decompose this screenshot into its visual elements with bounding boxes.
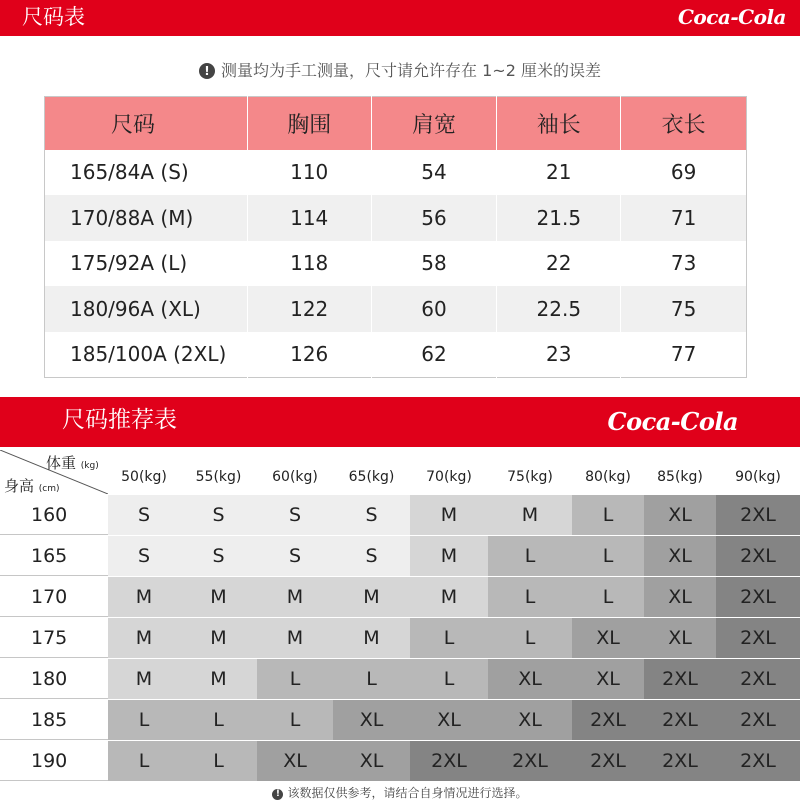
size-recommendation-cell: S bbox=[257, 536, 333, 576]
size-recommendation-cell: M bbox=[410, 495, 488, 535]
height-row-header: 175 bbox=[0, 618, 108, 658]
size-recommendation-cell: L bbox=[257, 700, 333, 740]
size-table-cell: 77 bbox=[621, 332, 747, 378]
size-table-cell: 60 bbox=[371, 286, 497, 332]
size-recommendation-cell: XL bbox=[572, 618, 644, 658]
size-recommendation-cell: L bbox=[333, 659, 410, 699]
rec-table-row bbox=[0, 494, 800, 535]
height-axis-label: 身高 (cm) bbox=[4, 477, 60, 495]
height-row-header: 165 bbox=[0, 536, 108, 576]
size-table-row bbox=[45, 241, 747, 287]
size-table-row bbox=[45, 332, 747, 378]
size-recommendation-cell: 2XL bbox=[716, 577, 800, 617]
size-recommendation-cell: L bbox=[572, 536, 644, 576]
size-table-cell: 22.5 bbox=[497, 286, 621, 332]
size-recommendation-cell: M bbox=[333, 577, 410, 617]
rec-table-row bbox=[0, 617, 800, 658]
height-row-header: 180 bbox=[0, 659, 108, 699]
size-table bbox=[44, 96, 747, 378]
size-recommendation-cell: 2XL bbox=[572, 700, 644, 740]
size-recommendation-cell: 2XL bbox=[716, 700, 800, 740]
size-recommendation-cell: 2XL bbox=[572, 741, 644, 781]
size-table-header-row bbox=[45, 97, 747, 150]
size-recommendation-cell: XL bbox=[644, 618, 716, 658]
size-recommendation-cell: M bbox=[333, 618, 410, 658]
size-table-title: 尺码表 bbox=[22, 5, 85, 29]
size-recommendation-cell: L bbox=[410, 659, 488, 699]
size-recommendation-cell: M bbox=[180, 618, 257, 658]
size-recommendation-cell: S bbox=[180, 536, 257, 576]
size-table-row bbox=[45, 150, 747, 196]
size-recommendation-cell: L bbox=[257, 659, 333, 699]
weight-column-header: 80(kg) bbox=[585, 469, 631, 485]
rec-table-title: 尺码推荐表 bbox=[62, 407, 177, 433]
size-recommendation-cell: 2XL bbox=[488, 741, 572, 781]
size-recommendation-cell: M bbox=[108, 659, 180, 699]
size-recommendation-cell: 2XL bbox=[716, 495, 800, 535]
rec-table-row bbox=[0, 576, 800, 617]
weight-column-header: 85(kg) bbox=[657, 469, 703, 485]
size-table-cell: 110 bbox=[247, 150, 371, 196]
size-table-cell: 118 bbox=[247, 241, 371, 287]
size-table-cell: 165/84A (S) bbox=[45, 150, 248, 196]
weight-column-header: 65(kg) bbox=[348, 469, 395, 485]
size-recommendation-cell: S bbox=[333, 495, 410, 535]
weight-column-header: 90(kg) bbox=[735, 469, 781, 485]
size-recommendation-cell: L bbox=[410, 618, 488, 658]
size-table-row bbox=[45, 195, 747, 241]
height-row-header: 185 bbox=[0, 700, 108, 740]
size-table-cell: 73 bbox=[621, 241, 747, 287]
size-recommendation-cell: S bbox=[257, 495, 333, 535]
col-header-size: 尺码 bbox=[45, 97, 248, 150]
rec-table-corner bbox=[0, 450, 108, 494]
size-recommendation-cell: M bbox=[257, 577, 333, 617]
measurement-note-text: 测量均为手工测量，尺寸请允许存在 1~2 厘米的误差 bbox=[221, 61, 601, 80]
size-recommendation-cell: XL bbox=[410, 700, 488, 740]
size-recommendation-cell: XL bbox=[644, 536, 716, 576]
size-table-cell: 175/92A (L) bbox=[45, 241, 248, 287]
size-table-cell: 126 bbox=[247, 332, 371, 378]
size-table-cell: 122 bbox=[247, 286, 371, 332]
size-recommendation-cell: L bbox=[108, 741, 180, 781]
weight-column-header: 50(kg) bbox=[121, 469, 167, 485]
size-recommendation-cell: 2XL bbox=[716, 618, 800, 658]
weight-column-header: 70(kg) bbox=[426, 469, 472, 485]
height-row-header: 160 bbox=[0, 495, 108, 535]
measurement-note bbox=[0, 58, 800, 81]
col-header-chest: 胸围 bbox=[247, 97, 371, 150]
size-recommendation-cell: 2XL bbox=[644, 741, 716, 781]
coca-cola-logo: Coca-Cola bbox=[607, 407, 738, 436]
size-table-cell: 56 bbox=[371, 195, 497, 241]
size-table-cell: 170/88A (M) bbox=[45, 195, 248, 241]
size-recommendation-cell: 2XL bbox=[644, 700, 716, 740]
size-table-cell: 180/96A (XL) bbox=[45, 286, 248, 332]
size-recommendation-cell: M bbox=[410, 577, 488, 617]
col-header-shoulder: 肩宽 bbox=[371, 97, 497, 150]
size-table-cell: 58 bbox=[371, 241, 497, 287]
size-recommendation-cell: XL bbox=[333, 741, 410, 781]
size-table-cell: 69 bbox=[621, 150, 747, 196]
exclamation-icon: ! bbox=[272, 789, 283, 800]
col-header-sleeve: 袖长 bbox=[497, 97, 621, 150]
size-table-cell: 23 bbox=[497, 332, 621, 378]
size-recommendation-cell: M bbox=[108, 618, 180, 658]
size-recommendation-cell: XL bbox=[644, 495, 716, 535]
size-recommendation-cell: L bbox=[488, 536, 572, 576]
rec-table-row bbox=[0, 699, 800, 740]
weight-column-header: 55(kg) bbox=[195, 469, 242, 485]
col-header-length: 衣长 bbox=[621, 97, 747, 150]
weight-axis-label: 体重 (kg) bbox=[46, 454, 99, 472]
size-table-cell: 75 bbox=[621, 286, 747, 332]
size-recommendation-cell: L bbox=[572, 577, 644, 617]
size-table-row bbox=[45, 286, 747, 332]
rec-table-row bbox=[0, 658, 800, 699]
rec-table-row bbox=[0, 535, 800, 576]
size-recommendation-cell: S bbox=[108, 495, 180, 535]
rec-table-row bbox=[0, 740, 800, 781]
exclamation-icon: ! bbox=[199, 63, 215, 79]
height-row-header: 170 bbox=[0, 577, 108, 617]
size-recommendation-cell: L bbox=[488, 618, 572, 658]
reference-note bbox=[0, 784, 800, 801]
size-table-cell: 54 bbox=[371, 150, 497, 196]
size-recommendation-cell: S bbox=[180, 495, 257, 535]
size-recommendation-cell: XL bbox=[488, 700, 572, 740]
size-table-cell: 22 bbox=[497, 241, 621, 287]
size-recommendation-cell: M bbox=[180, 659, 257, 699]
size-recommendation-cell: XL bbox=[488, 659, 572, 699]
size-recommendation-cell: XL bbox=[572, 659, 644, 699]
size-recommendation-cell: M bbox=[257, 618, 333, 658]
size-table-cell: 114 bbox=[247, 195, 371, 241]
size-table-cell: 21.5 bbox=[497, 195, 621, 241]
size-recommendation-cell: L bbox=[108, 700, 180, 740]
size-recommendation-cell: XL bbox=[257, 741, 333, 781]
size-table-header-bar bbox=[0, 0, 800, 36]
rec-table-header-row bbox=[0, 450, 800, 494]
weight-column-header: 60(kg) bbox=[272, 469, 318, 485]
size-recommendation-cell: S bbox=[108, 536, 180, 576]
size-table-cell: 185/100A (2XL) bbox=[45, 332, 248, 378]
size-recommendation-cell: M bbox=[488, 495, 572, 535]
size-recommendation-cell: M bbox=[410, 536, 488, 576]
coca-cola-logo: Coca-Cola bbox=[677, 5, 786, 29]
size-recommendation-cell: 2XL bbox=[644, 659, 716, 699]
size-recommendation-cell: 2XL bbox=[410, 741, 488, 781]
weight-column-header: 75(kg) bbox=[507, 469, 553, 485]
size-recommendation-cell: M bbox=[108, 577, 180, 617]
size-table-cell: 21 bbox=[497, 150, 621, 196]
size-recommendation-cell: L bbox=[180, 741, 257, 781]
size-table-cell: 71 bbox=[621, 195, 747, 241]
size-recommendation-table bbox=[0, 450, 800, 781]
height-row-header: 190 bbox=[0, 741, 108, 781]
size-recommendation-cell: S bbox=[333, 536, 410, 576]
size-recommendation-cell: L bbox=[180, 700, 257, 740]
size-table-cell: 62 bbox=[371, 332, 497, 378]
size-recommendation-cell: L bbox=[488, 577, 572, 617]
reference-note-text: 该数据仅供参考，请结合自身情况进行选择。 bbox=[287, 786, 528, 800]
size-recommendation-cell: XL bbox=[644, 577, 716, 617]
size-recommendation-cell: M bbox=[180, 577, 257, 617]
size-recommendation-cell: 2XL bbox=[716, 536, 800, 576]
size-recommendation-cell: L bbox=[572, 495, 644, 535]
size-recommendation-cell: 2XL bbox=[716, 659, 800, 699]
size-recommendation-cell: XL bbox=[333, 700, 410, 740]
rec-table-header-bar bbox=[0, 397, 800, 447]
size-recommendation-cell: 2XL bbox=[716, 741, 800, 781]
